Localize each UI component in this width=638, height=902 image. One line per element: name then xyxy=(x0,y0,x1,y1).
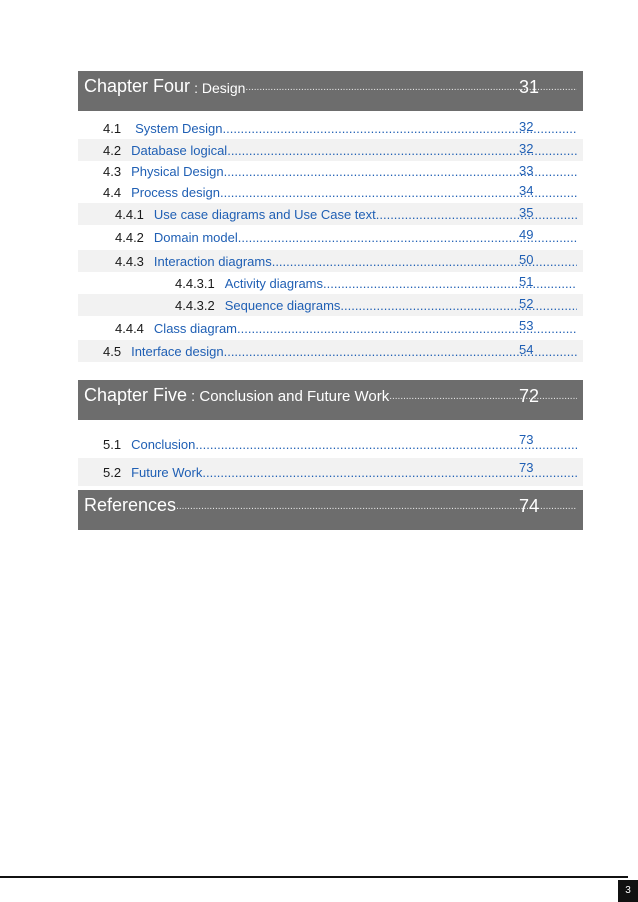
chapter-title: Chapter Four xyxy=(84,76,191,96)
entry-number: 4.4.3 xyxy=(115,253,144,269)
chapter-subtitle: : Conclusion and Future Work xyxy=(191,388,390,405)
entry-page: 32 xyxy=(519,141,534,156)
entry-label: Conclusion xyxy=(131,436,196,452)
footer-rule xyxy=(0,876,628,878)
toc-entry[interactable] xyxy=(78,203,583,225)
entry-label: Physical Design xyxy=(131,163,224,179)
entry-number: 5.2 xyxy=(103,464,122,480)
entry-number: 4.4 xyxy=(103,184,122,200)
leader-dots xyxy=(389,380,577,411)
entry-label: Activity diagrams xyxy=(224,275,324,291)
chapter-page: 31 xyxy=(519,77,540,97)
entry-label: Class diagram xyxy=(153,320,238,336)
entry-page: 51 xyxy=(519,274,534,289)
entry-page: 50 xyxy=(519,252,534,267)
entry-number: 4.4.2 xyxy=(115,230,144,245)
toc-entry[interactable] xyxy=(78,430,583,458)
entry-label: Interface design xyxy=(131,343,224,359)
toc-entry[interactable] xyxy=(78,294,583,316)
entry-page: 73 xyxy=(519,432,534,447)
leader-dots xyxy=(376,207,577,222)
entry-page: 34 xyxy=(519,183,534,198)
entry-label: Sequence diagrams xyxy=(224,297,341,313)
toc-entry[interactable] xyxy=(78,117,583,139)
toc-entry[interactable] xyxy=(78,316,583,340)
entry-number: 4.4.4 xyxy=(115,320,144,336)
entry-label: Use case diagrams and Use Case text xyxy=(153,206,376,222)
entry-page: 35 xyxy=(519,205,534,220)
entry-page: 49 xyxy=(519,227,534,242)
toc-entry[interactable] xyxy=(78,161,583,181)
toc-entry[interactable] xyxy=(78,139,583,161)
toc-entry[interactable] xyxy=(78,181,583,203)
entry-number: 4.5 xyxy=(103,343,122,359)
entry-number: 4.3 xyxy=(103,163,122,179)
chapter-subtitle: : Design xyxy=(194,80,246,96)
toc-entry[interactable] xyxy=(78,225,583,250)
entry-page: 73 xyxy=(519,460,534,475)
leader-dots xyxy=(323,276,577,291)
entry-label: Interaction diagrams xyxy=(153,253,272,269)
toc-entry[interactable] xyxy=(78,340,583,362)
chapter-title: Chapter Five xyxy=(84,385,188,405)
leader-dots xyxy=(340,298,577,313)
page-number: 3 xyxy=(618,880,638,902)
chapter-five-header[interactable] xyxy=(78,380,583,420)
entry-number: 4.4.1 xyxy=(115,206,144,222)
references-title: References xyxy=(84,495,177,515)
entry-page: 32 xyxy=(519,119,534,134)
chapter-four-header[interactable] xyxy=(78,71,583,111)
entry-label: System Design xyxy=(135,120,223,136)
entry-number: 4.1 xyxy=(103,120,122,136)
leader-dots xyxy=(176,490,577,521)
entry-label: Process design xyxy=(131,184,220,200)
entry-label: Domain model xyxy=(153,230,238,245)
entry-page: 54 xyxy=(519,342,534,357)
entry-number: 4.4.3.2 xyxy=(175,297,215,313)
entry-number: 4.2 xyxy=(103,142,122,158)
references-header[interactable] xyxy=(78,490,583,530)
entry-label: Future Work xyxy=(131,464,203,480)
entry-number: 4.4.3.1 xyxy=(175,275,215,291)
entry-page: 33 xyxy=(519,163,534,178)
toc-entry[interactable] xyxy=(78,272,583,294)
entry-label: Database logical xyxy=(131,142,228,158)
references-page: 74 xyxy=(519,496,540,516)
table-of-contents xyxy=(78,71,583,530)
toc-entry[interactable] xyxy=(78,250,583,272)
toc-entry[interactable] xyxy=(78,458,583,486)
entry-number: 5.1 xyxy=(103,436,122,452)
entry-page: 52 xyxy=(519,296,534,311)
chapter-page: 72 xyxy=(519,386,540,406)
entry-page: 53 xyxy=(519,318,534,333)
